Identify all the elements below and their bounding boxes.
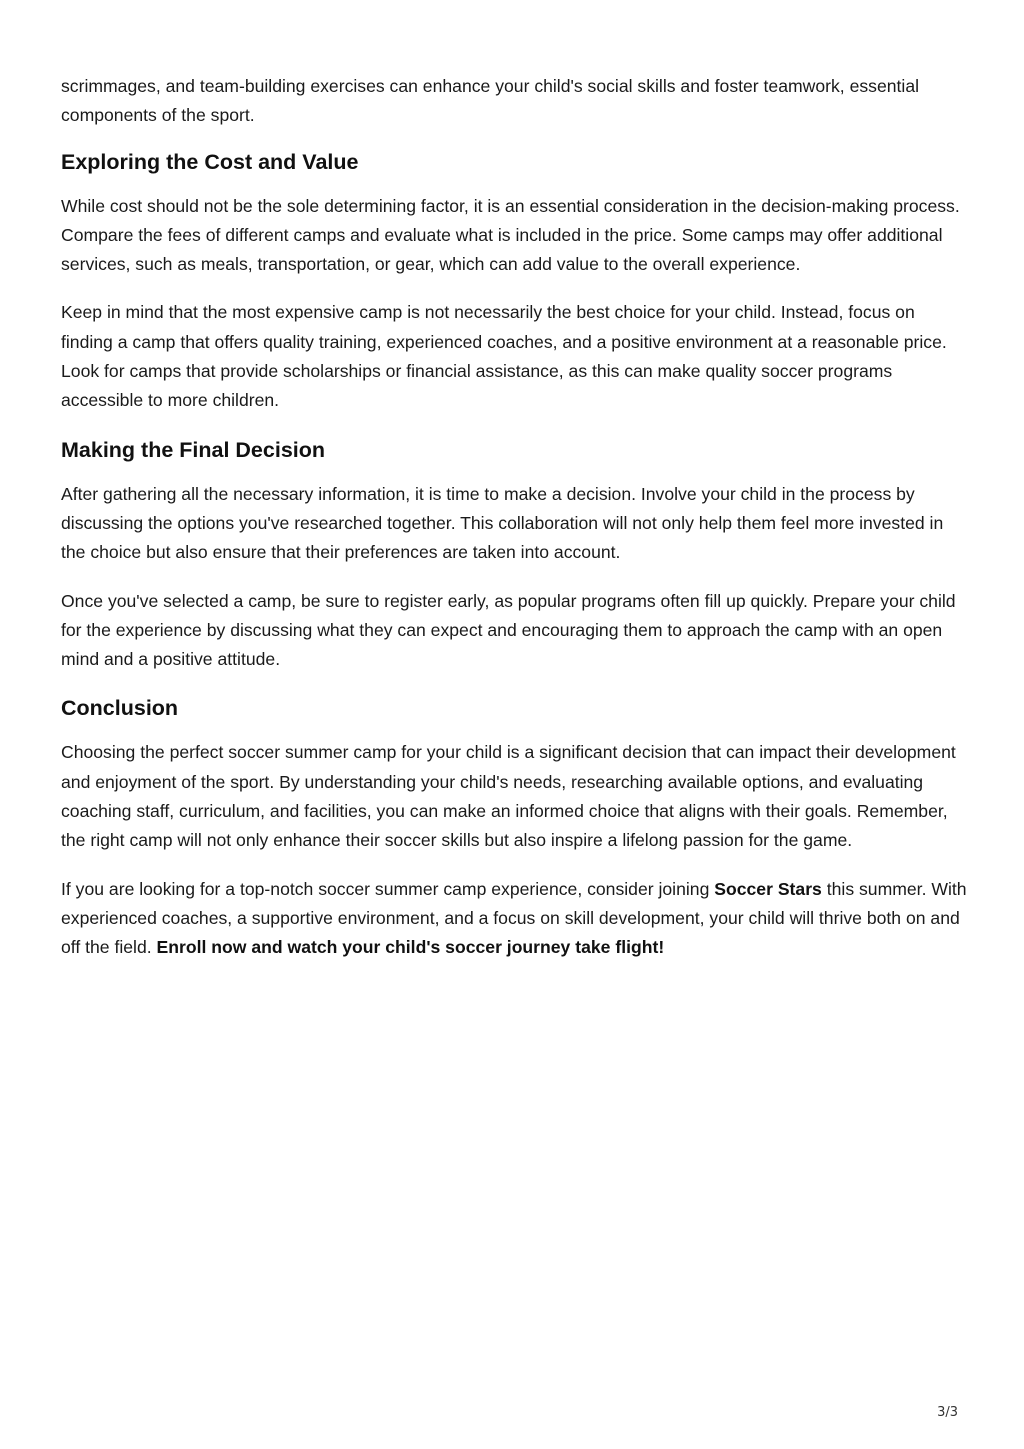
- paragraph-decision-1: After gathering all the necessary information, it is time to make a decision. Involve your child in the process by discussing the options you've researched together. This collaboration will not only help them feel more invested in the choice but also ensure that their preferences are taken into account.: [61, 483, 944, 563]
- section-final-decision: [61, 435, 971, 675]
- section-heading-final-decision: Making the Final Decision: [61, 437, 326, 462]
- section-cost-value: [61, 147, 971, 416]
- document-body: [61, 72, 971, 982]
- brand-name: Soccer Stars: [714, 878, 822, 899]
- intro-paragraph: scrimmages, and team-building exercises can enhance your child's social skills and foster teamwork, essential components of the sport.: [61, 76, 920, 126]
- page-number: 3/3: [937, 1405, 958, 1420]
- call-to-action: Enroll now and watch your child's soccer journey take flight!: [156, 937, 665, 958]
- paragraph-decision-2: Once you've selected a camp, be sure to register early, as popular programs often fill up quickly. Prepare your child for the experience by discussing what they can expect and encouraging them to approach the camp with an open mind and a positive attitude.: [61, 590, 956, 670]
- section-conclusion: [61, 693, 971, 962]
- paragraph-conclusion-1: Choosing the perfect soccer summer camp for your child is a significant decision that can impact their development and enjoyment of the sport. By understanding your child's needs, researching available options, and evaluating coaching staff, curriculum, and facilities, you can make an informed choice that aligns with their goals. Remember, the right camp will not only enhance their soccer skills but also inspire a lifelong passion for the game.: [61, 742, 956, 851]
- paragraph-cost-2: Keep in mind that the most expensive camp is not necessarily the best choice for your child. Instead, focus on finding a camp that offers quality training, experienced coaches, and a positive environment at a reasonable price. Look for camps that provide scholarships or financial assistance, as this can make quality soccer programs accessible to more children.: [61, 302, 947, 411]
- paragraph-closing: [61, 875, 971, 963]
- closing-text-middle: this summer. With experienced coaches, a supportive environment, and a focus on skill development, your child will thrive both on and off the field.: [61, 878, 967, 958]
- closing-text-before: If you are looking for a top-notch soccer summer camp experience, consider joining: [61, 878, 715, 899]
- paragraph-cost-1: While cost should not be the sole determining factor, it is an essential consideration in the decision-making process. Compare the fees of different camps and evaluate what is included in the price. Some camps may offer additional services, such as meals, transportation, or gear, which can add value to the overall experience.: [61, 195, 960, 275]
- section-heading-cost-value: Exploring the Cost and Value: [61, 149, 359, 174]
- section-heading-conclusion: Conclusion: [61, 696, 179, 721]
